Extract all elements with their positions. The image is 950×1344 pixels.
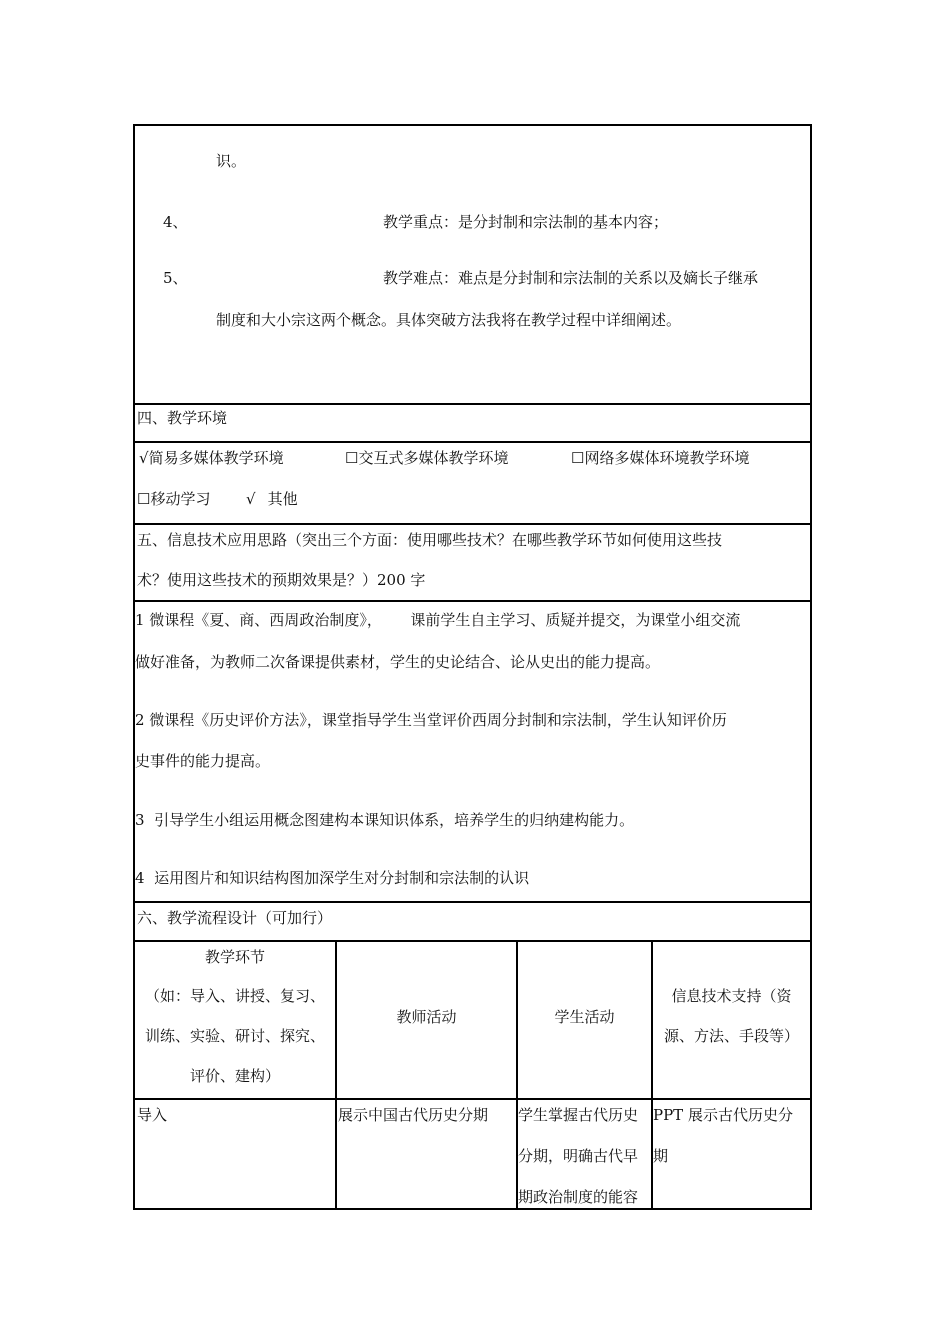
row-divider bbox=[133, 403, 812, 405]
column-divider bbox=[335, 940, 337, 1210]
header-teacher-activity: 教师活动 bbox=[396, 1008, 457, 1026]
tech-idea-1: 1 微课程《夏、商、西周政治制度》， 课前学生自主学习、质疑并提交，为课堂小组交流 bbox=[135, 611, 741, 629]
tech-idea-2-cont: 史事件的能力提高。 bbox=[135, 752, 271, 770]
checkbox-icon: ☐ bbox=[571, 449, 585, 467]
checkmark-icon: √ bbox=[246, 490, 256, 508]
env-option-interactive-multimedia[interactable] bbox=[345, 448, 508, 468]
row-divider bbox=[133, 940, 812, 942]
row-teacher-activity: 展示中国古代历史分期 bbox=[338, 1106, 489, 1124]
tech-idea-4: 4 运用图片和知识结构图加深学生对分封制和宗法制的认识 bbox=[135, 869, 530, 887]
column-divider bbox=[516, 940, 518, 1210]
env-option-label: 其他 bbox=[267, 490, 298, 508]
env-option-mobile-learning[interactable] bbox=[137, 489, 210, 509]
section3-text-line: 识。 bbox=[216, 152, 247, 170]
row-divider bbox=[133, 901, 812, 903]
section5-title: 五、信息技术应用思路（突出三个方面：使用哪些技术？在哪些教学环节如何使用这些技 bbox=[137, 531, 723, 549]
env-option-other[interactable] bbox=[246, 489, 298, 509]
row-divider bbox=[133, 441, 812, 443]
row-stage: 导入 bbox=[137, 1106, 168, 1124]
checkmark-icon: √ bbox=[139, 449, 149, 467]
header-stage-hint: （如：导入、讲授、复习、 bbox=[144, 987, 325, 1005]
env-option-simple-multimedia[interactable] bbox=[139, 448, 284, 468]
item-number: 5、 bbox=[163, 269, 188, 287]
header-tech-support-cont: 源、方法、手段等） bbox=[663, 1027, 799, 1045]
section4-title: 四、教学环境 bbox=[137, 409, 228, 427]
tech-idea-3: 3 引导学生小组运用概念图建构本课知识体系，培养学生的归纳建构能力。 bbox=[135, 811, 635, 829]
env-option-label: 网络多媒体环境教学环境 bbox=[584, 449, 750, 467]
item-number: 4、 bbox=[163, 213, 188, 231]
row-tech-support: PPT 展示古代历史分 bbox=[653, 1106, 793, 1124]
checkbox-icon: ☐ bbox=[345, 449, 359, 467]
teaching-difficulty-cont: 制度和大小宗这两个概念。具体突破方法我将在教学过程中详细阐述。 bbox=[216, 311, 682, 329]
column-divider bbox=[651, 940, 653, 1210]
checkbox-icon: ☐ bbox=[137, 490, 151, 508]
header-stage-hint: 训练、实验、研讨、探究、 bbox=[144, 1027, 325, 1045]
env-option-label: 交互式多媒体教学环境 bbox=[358, 449, 509, 467]
tech-idea-1-cont: 做好准备，为教师二次备课提供素材，学生的史论结合、论从史出的能力提高。 bbox=[135, 653, 661, 671]
row-student-activity-cont: 分期，明确古代早 bbox=[518, 1147, 639, 1165]
section5-title-cont: 术？使用这些技术的预期效果是？）200 字 bbox=[137, 571, 426, 589]
env-option-label: 简易多媒体教学环境 bbox=[148, 449, 284, 467]
row-student-activity-cont: 期政治制度的能容 bbox=[518, 1188, 639, 1206]
header-student-activity: 学生活动 bbox=[554, 1008, 615, 1026]
row-divider bbox=[133, 600, 812, 602]
row-tech-support-cont: 期 bbox=[653, 1147, 669, 1165]
tech-idea-2: 2 微课程《历史评价方法》，课堂指导学生当堂评价西周分封制和宗法制，学生认知评价历 bbox=[135, 711, 727, 729]
row-student-activity: 学生掌握古代历史 bbox=[518, 1106, 639, 1124]
section6-title: 六、教学流程设计（可加行） bbox=[137, 909, 333, 927]
env-option-network-multimedia[interactable] bbox=[571, 448, 749, 468]
teaching-focus: 教学重点：是分封制和宗法制的基本内容； bbox=[383, 213, 669, 231]
row-divider bbox=[133, 1098, 812, 1100]
row-divider bbox=[133, 523, 812, 525]
env-option-label: 移动学习 bbox=[150, 490, 211, 508]
teaching-difficulty: 教学难点：难点是分封制和宗法制的关系以及嫡长子继承 bbox=[383, 269, 759, 287]
header-tech-support: 信息技术支持（资 bbox=[671, 987, 792, 1005]
header-stage-hint: 评价、建构） bbox=[189, 1067, 280, 1085]
header-stage: 教学环节 bbox=[204, 948, 265, 966]
